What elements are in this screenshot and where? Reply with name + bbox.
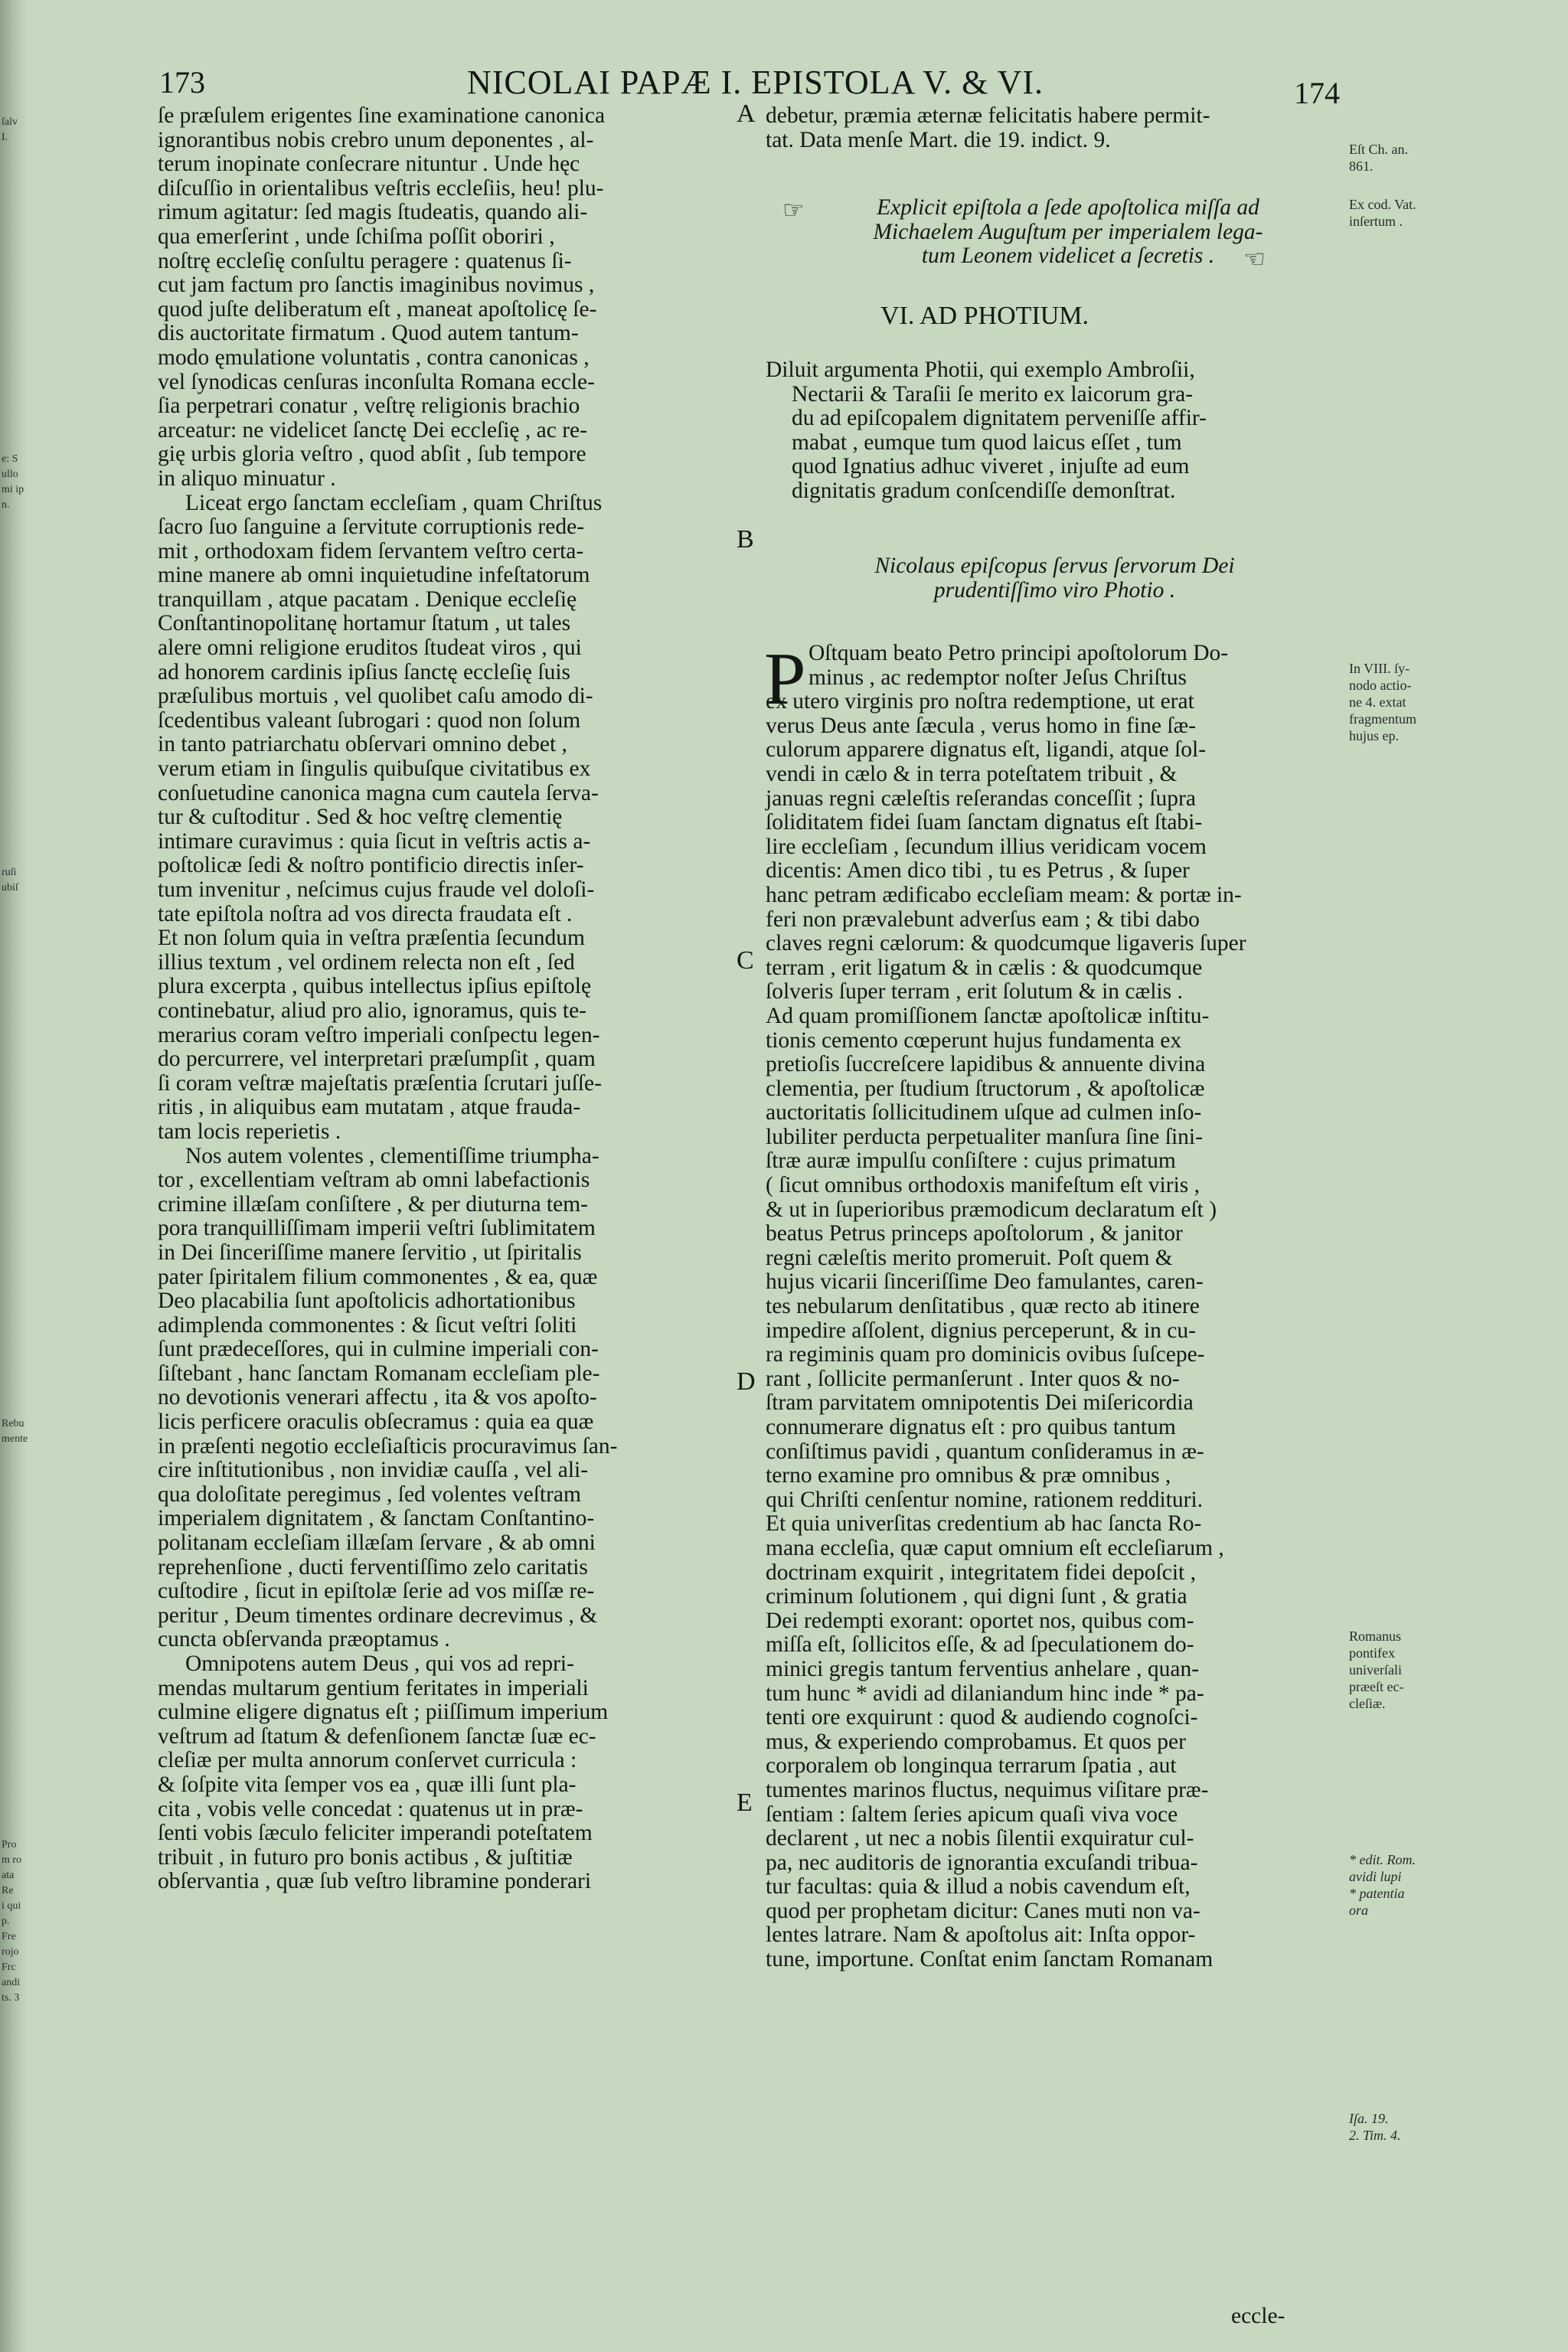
text-line: ſolveris ſuper terram , erit ſolutum & in cælis . <box>766 979 1183 1004</box>
text-line: verus Deus ante ſæcula , verus homo in fine ſæ- <box>766 713 1197 738</box>
text-line: criminum ſolutionem , qui digni ſunt , & gratia <box>766 1584 1187 1609</box>
text-line: clementia, per ſtudium ſtructorum , & apoſtolicæ <box>766 1076 1205 1101</box>
page-number-left: 173 <box>159 65 205 100</box>
text-line: ad honorem cardinis ipſius ſanctę eccleſię ſuis <box>158 659 571 684</box>
text-line: tranquillam , atque pacatam . Denique eccleſię <box>158 586 577 612</box>
text-line: verum etiam in ſingulis quibuſque civitatibus ex <box>158 756 591 782</box>
text-line: terum inopinate conſecrare nituntur . Unde hęc <box>158 152 580 177</box>
text-line: vendi in cælo & in terra poteſtatem tribuit , & <box>766 761 1178 786</box>
text-line: tune, importune. Conſtat enim ſanctam Romanam <box>766 1947 1214 1972</box>
text-line: dis auctoritate firmatum . Quod autem tantum- <box>158 321 579 346</box>
text-line: licis perficere oraculis obſecramus : quia ea quæ <box>158 1410 594 1435</box>
text-line: pater ſpiritalem filium commonentes , & ea, quæ <box>158 1264 598 1289</box>
text-line: terram , erit ligatum & in cælis : & quodcumque <box>766 955 1203 980</box>
text-line: in aliquo minuatur . <box>158 466 336 491</box>
text-line: do percurrere, vel interpretari præſumpſit , quam <box>158 1047 596 1072</box>
text-line: ſentiam : ſaltem ſeries apicum quaſi viva voce <box>766 1802 1178 1827</box>
text-line: januas regni cæleſtis reſerandas conceſſit ; ſupra <box>766 786 1196 811</box>
text-line: tionis cemento cœperunt hujus fundamenta ex <box>766 1027 1182 1053</box>
margin-note-synod: In VIII. ſy- nodo actio- ne 4. extat fragmentum hujus ep. <box>1349 661 1416 743</box>
text-line: doctrinam exquirit , integritatem fidei depoſcit , <box>766 1560 1196 1585</box>
text-line: vel ſynodicas cenſuras inconſulta Romana eccle- <box>158 369 595 394</box>
section-letter-d: D <box>737 1367 756 1396</box>
section-letter-e: E <box>737 1788 753 1817</box>
text-line: tenti ore exquirunt : quod & audiendo cognoſci- <box>766 1705 1198 1730</box>
text-line: quod juſte deliberatum eſt , maneat apoſtolicę ſe- <box>158 296 597 322</box>
text-line: ſcedentibus valeant ſubrogari : quod non ſolum <box>158 707 581 733</box>
text-line: Deo placabilia ſunt apoſtolicis adhortationibus <box>158 1289 576 1314</box>
text-line: in Dei ſinceriſſime manere ſervitio , ut ſpiritalis <box>158 1240 582 1265</box>
page-number-right: 174 <box>1294 76 1340 110</box>
text-line: impedire aſſolent, dignius perceperunt, & in cu- <box>766 1318 1196 1343</box>
text-line: alere omni religione eruditos ſtudeat viros , qui <box>158 635 582 661</box>
text-line: tur & cuſtoditur . Sed & hoc veſtrę clementię <box>158 805 563 830</box>
text-line: lentes latrare. Nam & apoſtolus ait: Inſta oppor- <box>766 1922 1196 1948</box>
text-line: corporalem ob longinqua terrarum ſpatia , aut <box>766 1753 1177 1779</box>
text-line: qua emerſerint , unde ſchiſma poſſit oboriri , <box>158 224 555 249</box>
text-line: pora tranquilliſſimam imperii veſtri ſublimitatem <box>158 1216 596 1241</box>
text-line: politanam eccleſiam illæſam ſervare , & ab omni <box>158 1530 596 1556</box>
text-line: ignorantibus nobis crebro unum deponentes , al- <box>158 127 594 152</box>
text-line: in tanto patriarchatu obſervari omnino debet , <box>158 732 567 757</box>
text-line: præſulibus mortuis , vel quolibet caſu amodo di- <box>158 684 593 709</box>
text-line: rant , ſollicite permanſerunt . Inter quos & no- <box>766 1366 1180 1391</box>
drop-cap: P <box>764 638 806 720</box>
text-line: tumentes marinos fluctus, nequimus viſitare præ- <box>766 1777 1209 1802</box>
running-title: NICOLAI PAPÆ I. EPISTOLA V. & VI. <box>467 64 1044 101</box>
text-line: in præſenti negotio eccleſiaſticis procuravimus ſan- <box>158 1433 618 1459</box>
text-line: tam locis reperietis . <box>158 1119 341 1144</box>
text-line: mana eccleſia, quæ caput omnium eſt eccleſiarum , <box>766 1535 1224 1560</box>
text-line: tum invenitur , neſcimus cujus fraude vel doloſi- <box>158 877 595 902</box>
text-line: noſtrę eccleſię conſultu peragere : quatenus ſi- <box>158 248 572 273</box>
text-line: Et quia univerſitas credentium ab hac ſancta Ro- <box>766 1511 1202 1537</box>
text-line: mendas multarum gentium feritates in imperiali <box>158 1675 589 1700</box>
right-column-continuation: debetur, præmia æternæ felicitatis habere permit- tat. Data menſe Mart. die 19. indict. 9. <box>766 103 1210 152</box>
text-line: reprehenſione , ducti ferventiſſimo zelo caritatis <box>158 1554 588 1579</box>
text-line: ex utero virginis pro noſtra redemptione, ut erat <box>766 689 1194 714</box>
section-letter-c: C <box>737 946 754 975</box>
text-line: tur facultas: quia & illud a nobis cavendum eſt, <box>766 1874 1191 1900</box>
text-line: auctoritatis ſollicitudinem uſque ad culmen inſo- <box>766 1100 1202 1125</box>
text-line: illius textum , vel ordinem relecta non eſt , ſed <box>158 949 575 975</box>
text-line: cita , vobis velle concedat : quatenus ut in præ- <box>158 1796 583 1821</box>
text-line: claves regni cælorum: & quodcumque ligaveris ſuper <box>766 931 1246 956</box>
text-line: Et non ſolum quia in veſtra præſentia ſecundum <box>158 926 585 951</box>
text-line: terno examine pro omnibus & præ omnibus , <box>766 1463 1171 1488</box>
text-line: modo ęmulatione voluntatis , contra canonicas , <box>158 345 590 370</box>
text-line: ( ſicut omnibus orthodoxis manifeſtum eſt viris , <box>766 1173 1200 1198</box>
text-line: miſſa eſt, ſollicitos eſſe, & ad ſpeculationem do- <box>766 1632 1194 1658</box>
section-letter-b: B <box>737 525 754 554</box>
text-line: tum hunc * avidi ad dilaniandum hinc inde * pa- <box>766 1681 1204 1706</box>
text-line: cire inſtitutionibus , non invidiæ cauſſa , vel ali- <box>158 1458 589 1483</box>
text-line: qui Chriſti cenſentur nomine, rationem reddituri. <box>766 1487 1204 1512</box>
text-line: arceatur: ne videlicet ſanctę Dei eccleſię , ac re- <box>158 417 587 443</box>
text-line: connumerare dignatus eſt : pro quibus tantum <box>766 1415 1176 1439</box>
text-line: crimine illæſam conſiſtere , & per diuturna tem- <box>158 1191 588 1217</box>
text-line: Liceat ergo ſanctam eccleſiam , quam Chriſtus <box>185 490 603 515</box>
text-line: feri non prævalebunt adverſus eam ; & tibi dabo <box>766 906 1200 932</box>
margin-note-source: Ex cod. Vat. inſertum . <box>1349 197 1416 229</box>
text-line: cut jam factum pro ſanctis imaginibus novimus , <box>158 273 595 298</box>
text-line: Oſtquam beato Petro principi apoſtolorum Do- <box>808 641 1229 665</box>
text-line: no devotionis venerari affectu , ita & vos apoſto- <box>158 1385 597 1410</box>
text-line: gię urbis gloria veſtro , quod abſit , ſub tempore <box>158 442 586 467</box>
text-line: hanc petram ædificabo eccleſiam meam: & portæ in- <box>766 882 1242 907</box>
pointing-hand-icon: ☞ <box>782 196 805 224</box>
text-line: conſuetudine canonica magna cum cautela ſerva- <box>158 780 599 805</box>
text-line: minici gregis tantum ferventius anhelare , quan- <box>766 1656 1200 1681</box>
text-line: obſervantia , quæ ſub veſtro libramine ponderari <box>158 1869 592 1894</box>
margin-note-edition: * edit. Rom. avidi lupi * patentia ora <box>1349 1852 1416 1918</box>
text-line: plura excerpta , quibus intellectus ipſius epiſtolę <box>158 974 592 999</box>
adjacent-page-fragment: ſalv I. <box>2 116 18 143</box>
text-line: ſia perpetrari conatur , veſtrę religionis brachio <box>158 394 580 419</box>
text-line: ritis , in aliquibus eam mutatam , atque frauda- <box>158 1095 581 1120</box>
right-text-column <box>764 638 1344 1972</box>
text-line: & ut in ſuperioribus præmodicum declaratum eſt ) <box>766 1197 1217 1222</box>
section-letter-a: A <box>737 100 756 128</box>
catchword: eccle- <box>1231 2304 1285 2328</box>
text-line: ſacro ſuo ſanguine a ſervitute corruptionis rede- <box>158 514 585 540</box>
text-line: merarius coram veſtro imperiali conſpectu legen- <box>158 1022 600 1047</box>
text-line: regni cæleſtis merito promeruit. Poſt quem & <box>766 1245 1173 1270</box>
text-line: ſe præſulem erigentes ſine examinatione canonica <box>158 103 606 128</box>
text-line: cuſtodire , ſicut in epiſtolæ ſerie ad vos miſſæ re- <box>158 1579 595 1604</box>
text-line: ra regiminis quam pro dominicis ovibus ſuſcepe- <box>766 1342 1205 1367</box>
adjacent-page-fragment: ruſi ubiſ <box>2 867 18 893</box>
text-line: imperialem dignitatem , & ſanctam Conſtantino- <box>158 1506 595 1531</box>
text-line: ſtram parvitatem omnipotentis Dei miſericordia <box>766 1390 1194 1416</box>
text-line: quod per prophetam dicitur: Canes muti non va- <box>766 1898 1200 1923</box>
text-line: culorum apparere dignatus eſt, ligandi, atque ſol- <box>766 737 1207 763</box>
letter-summary: Diluit argumenta Photii, qui exemplo Ambroſii, Nectarii & Taraſii ſe merito ex laicorum gra- du ad epiſcopalem dignitatem perveniſſe affir- mabat , eumque tum quod laicus eſſet , tum quod Ignatius adhuc viveret , injuſte ad eum dignitatis gradum conſcendiſſe demonſtrat. <box>766 358 1207 503</box>
text-line: tate epiſtola noſtra ad vos directa fraudata eſt . <box>158 901 573 926</box>
text-line: poſtolicæ ſedi & noſtro pontificio directis inſer- <box>158 853 584 878</box>
text-line: beatus Petrus princeps apoſtolorum , & janitor <box>766 1221 1183 1246</box>
text-line: ſoliditatem fidei ſuam ſanctam dignatus eſt ſtabi- <box>766 810 1203 835</box>
text-line: rimum agitatur: ſed magis ſtudeatis, quando ali- <box>158 200 588 225</box>
text-line: & ſoſpite vita ſemper vos ea , quæ illi ſunt pla- <box>158 1772 577 1797</box>
pointing-hand-icon: ☞ <box>1243 245 1266 273</box>
text-line: Omnipotens autem Deus , qui vos ad repri- <box>185 1651 574 1676</box>
text-line: intimare curavimus : quia ſicut in veſtris actis a- <box>158 828 591 854</box>
text-line: ſtræ auræ impulſu conſiſtere : cujus primatum <box>766 1148 1176 1174</box>
salutation: Nicolaus epiſcopus ſervus ſervorum Dei prudentiſſimo viro Photio . <box>874 554 1235 603</box>
adjacent-page-fragment: Pro m ro ata Re i qui p. Fre rojo Frc andi ts. 3 <box>2 1839 22 2004</box>
text-line: tes nebularum denſitatibus , quæ recto ab itinere <box>766 1294 1200 1319</box>
text-line: Ad quam promiſſionem ſanctæ apoſtolicæ inſtitu- <box>766 1003 1210 1028</box>
text-line: mus, & experiendo comprobamus. Et quos per <box>766 1729 1186 1754</box>
text-line: peritur , Deum timentes ordinare decrevimus , & <box>158 1602 598 1628</box>
text-line: continebatur, aliud pro alio, ignoramus, quis te- <box>158 998 587 1023</box>
text-line: Nos autem volentes , clementiſſime triumpha- <box>185 1143 599 1168</box>
text-line: declarent , ut nec a nobis ſilentii exquiratur cul- <box>766 1826 1194 1851</box>
text-line: dicentis: Amen dico tibi , tu es Petrus , & ſuper <box>766 858 1190 884</box>
text-line: minus , ac redemptor noſter Jeſus Chriſtus <box>808 665 1187 690</box>
text-line: Conſtantinopolitanę hortamur ſtatum , ut tales <box>158 611 571 636</box>
text-line: pretioſis ſuccreſcere lapidibus & annuente divina <box>766 1052 1206 1077</box>
text-line: lubiliter perducta perpetualiter manſura ſine ſini- <box>766 1124 1203 1149</box>
text-line: Dei redempti exorant: oportet nos, quibus com- <box>766 1608 1194 1633</box>
left-text-column <box>158 104 737 1894</box>
text-line: veſtrum ad ſtatum & defenſionem ſanctæ ſuæ ec- <box>158 1723 596 1749</box>
text-line: tribuit , in futuro pro bonis actibus , & juſtitiæ <box>158 1844 573 1870</box>
text-line: pa, nec auditoris de ignorantia excuſandi tribua- <box>766 1850 1198 1875</box>
text-line: ſi coram veſtræ majeſtatis præſentia ſcrutari juſſe- <box>158 1070 602 1096</box>
adjacent-page-fragment: e: S ullo mi ip n. <box>2 453 24 511</box>
text-line: mine manere ab omni inquietudine infeſtatorum <box>158 563 590 588</box>
text-line: cleſiæ per multa annorum conſervet curricula : <box>158 1748 577 1773</box>
text-line: conſiſtimus pavidi , quantum conſideramus in æ- <box>766 1439 1204 1464</box>
text-line: hujus vicarii ſinceriſſime Deo famulantes, caren- <box>766 1269 1204 1295</box>
text-line: lire eccleſiam , ſecundum illius veridicam vocem <box>766 834 1207 859</box>
text-line: adimplenda commonentes : & ſicut veſtri ſoliti <box>158 1312 577 1338</box>
text-line: ſenti vobis ſæculo feliciter imperandi poteſtatem <box>158 1821 593 1846</box>
explicit-note: Explicit epiſtola a ſede apoſtolica miſſa ad Michaelem Auguſtum per imperialem lega- tum Leonem videlicet a ſecretis . <box>873 195 1263 269</box>
margin-note-date: Eſt Ch. an. 861. <box>1349 142 1408 174</box>
text-line: culmine eligere dignatus eſt ; piiſſimum imperium <box>158 1700 609 1725</box>
text-line: diſcuſſio in orientalibus veſtris eccleſiis, heu! plu- <box>158 175 604 201</box>
text-line: qua doloſitate peregimus , ſed volentes veſtram <box>158 1481 581 1507</box>
text-line: mit , orthodoxam fidem ſervantem veſtro certa- <box>158 538 584 564</box>
section-heading: VI. AD PHOTIUM. <box>880 302 1089 330</box>
text-line: tor , excellentiam veſtram ab omni labefactionis <box>158 1168 590 1193</box>
text-line: ſiſtebant , hanc ſanctam Romanam eccleſiam ple- <box>158 1361 600 1386</box>
text-line: cuncta obſervanda præoptamus . <box>158 1627 450 1652</box>
margin-note-scripture: Iſa. 19. 2. Tim. 4. <box>1349 2111 1401 2143</box>
margin-note-roman-pontiff: Romanus pontifex univerſali præeſt ec- cleſiæ. <box>1349 1628 1404 1711</box>
text-line: ſunt prædeceſſores, qui in culmine imperiali con- <box>158 1337 599 1362</box>
adjacent-page-fragment: Rebu mente <box>2 1418 28 1445</box>
